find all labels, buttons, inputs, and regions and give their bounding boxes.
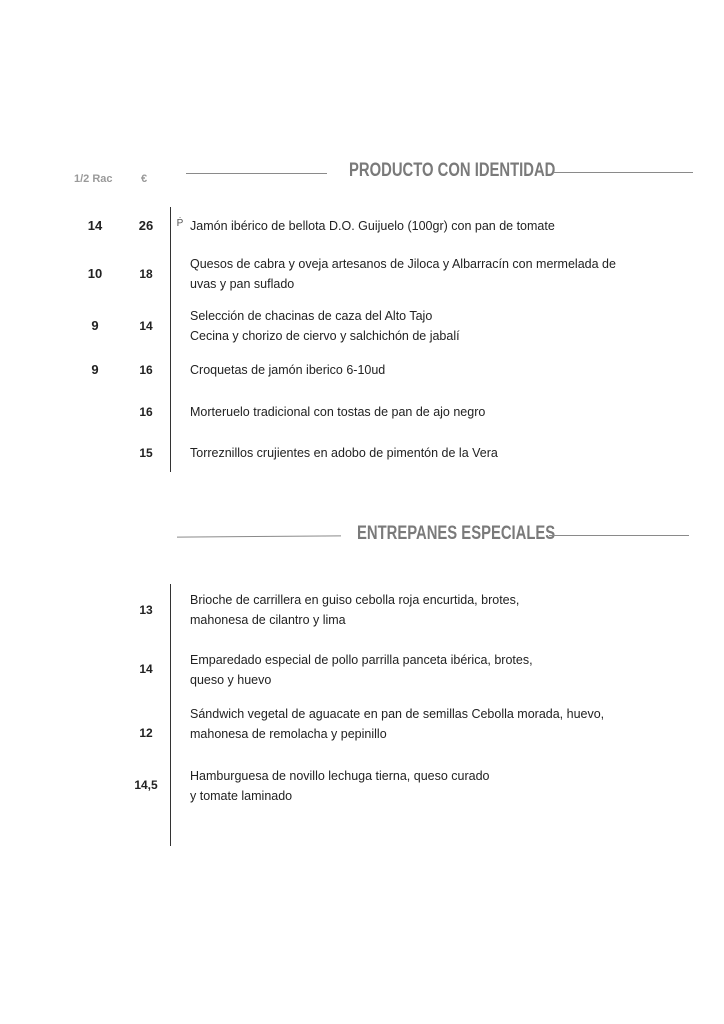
title-rule-left <box>186 173 327 174</box>
dish-description: Morteruelo tradicional con tostas de pan de ajo negro <box>190 405 486 419</box>
dish-description: Brioche de carrillera en guiso cebolla roja encurtida, brotes, mahonesa de cilantro y lima <box>190 593 520 627</box>
section-divider-line <box>170 207 171 472</box>
half-portion-header: 1/2 Rac <box>74 173 113 185</box>
price: 13 <box>139 603 153 617</box>
dish-description: Quesos de cabra y oveja artesanos de Jiloca y Albarracín con mermelada de uvas y pan suflado <box>190 257 616 291</box>
half-price: 10 <box>87 266 103 281</box>
section-divider-line <box>170 584 171 846</box>
dish-description: Selección de chacinas de caza del Alto Tajo Cecina y chorizo de ciervo y salchichón de jabalí <box>190 309 460 343</box>
dish-description: Torreznillos crujientes en adobo de pimentón de la Vera <box>190 446 498 460</box>
price: 14,5 <box>134 778 158 792</box>
price: 16 <box>139 363 153 377</box>
title-rule-right <box>553 172 693 173</box>
half-price: 9 <box>91 318 99 333</box>
dish-description: Croquetas de jamón iberico 6-10ud <box>190 363 386 377</box>
pork-mark-icon: Ṗ <box>176 218 184 229</box>
price: 16 <box>139 405 153 419</box>
euro-header: € <box>141 173 148 185</box>
dish-description: Jamón ibérico de bellota D.O. Guijuelo (100gr) con pan de tomate <box>190 219 555 233</box>
price: 26 <box>138 218 154 233</box>
dish-description: Emparedado especial de pollo parrilla panceta ibérica, brotes, queso y huevo <box>190 653 533 687</box>
title-rule-right <box>549 535 689 536</box>
price: 18 <box>139 267 153 281</box>
price: 14 <box>139 662 153 676</box>
half-price: 9 <box>91 362 99 377</box>
dish-description: Hamburguesa de novillo lechuga tierna, queso curado y tomate laminado <box>190 769 490 803</box>
price: 12 <box>139 726 153 740</box>
price: 14 <box>139 319 153 333</box>
dish-description: Sándwich vegetal de aguacate en pan de semillas Cebolla morada, huevo, mahonesa de remolacha y pepinillo <box>190 707 605 741</box>
half-price: 14 <box>87 218 103 233</box>
title-rule-left <box>177 535 341 537</box>
price: 15 <box>139 446 153 460</box>
section-title-entrepanes: ENTREPANES ESPECIALES <box>357 523 556 544</box>
section-title-producto: PRODUCTO CON IDENTIDAD <box>349 160 556 181</box>
